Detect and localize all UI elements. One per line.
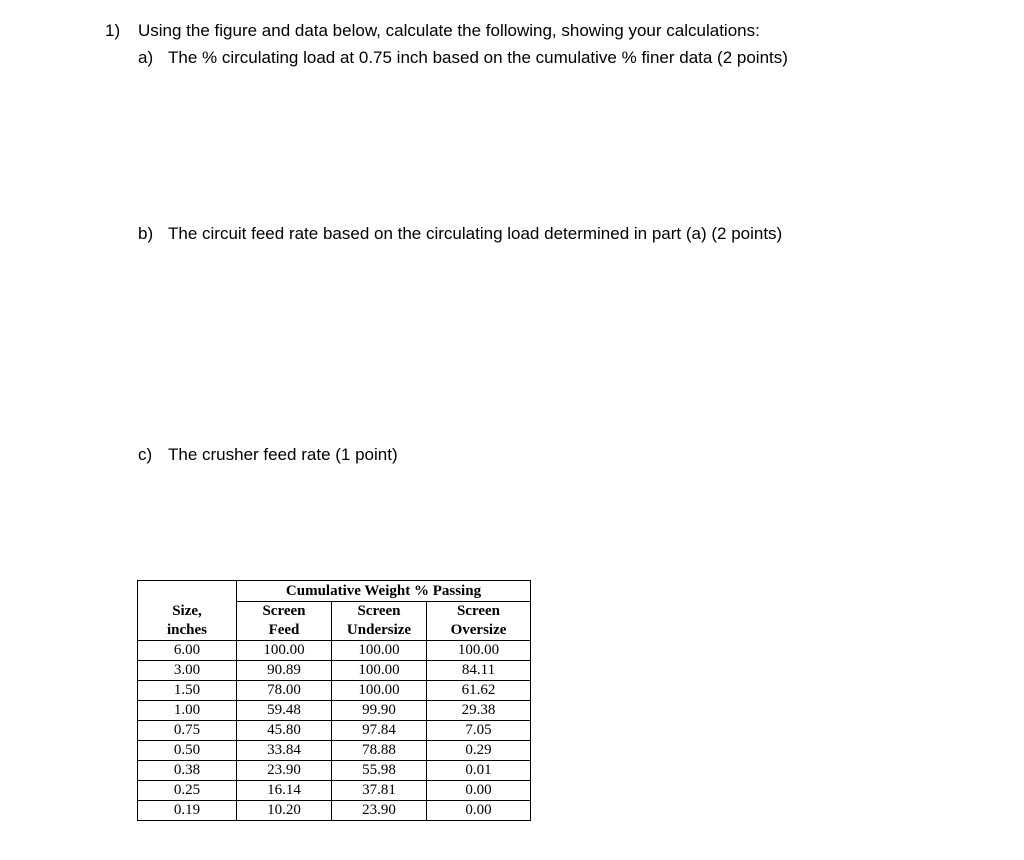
feed-cell: 90.89 — [237, 661, 332, 681]
oversize-cell: 7.05 — [427, 721, 531, 741]
feed-cell: 45.80 — [237, 721, 332, 741]
table-row — [138, 801, 531, 821]
undersize-cell: 78.88 — [332, 741, 427, 761]
size-cell: 0.25 — [138, 781, 237, 801]
oversize-cell: 0.00 — [427, 781, 531, 801]
table-row — [138, 681, 531, 701]
undersize-cell: 55.98 — [332, 761, 427, 781]
table-row — [138, 641, 531, 661]
table-header-row-2 — [138, 621, 531, 641]
size-cell: 0.50 — [138, 741, 237, 761]
oversize-cell: 84.11 — [427, 661, 531, 681]
part-c-label: c) — [138, 445, 153, 464]
oversize-header-line2: Oversize — [427, 621, 531, 641]
size-cell: 0.75 — [138, 721, 237, 741]
table-row — [138, 781, 531, 801]
oversize-cell: 0.29 — [427, 741, 531, 761]
feed-cell: 23.90 — [237, 761, 332, 781]
size-cell: 0.38 — [138, 761, 237, 781]
group-header: Cumulative Weight % Passing — [237, 581, 531, 602]
size-header-line1: Size, — [138, 602, 237, 622]
table-row — [138, 761, 531, 781]
feed-header-line1: Screen — [237, 602, 332, 622]
part-b-text: The circuit feed rate based on the circulating load determined in part (a) (2 points) — [168, 224, 783, 243]
part-b-label: b) — [138, 224, 154, 243]
feed-cell: 59.48 — [237, 701, 332, 721]
size-header-spacer — [138, 581, 237, 602]
oversize-cell: 61.62 — [427, 681, 531, 701]
undersize-cell: 99.90 — [332, 701, 427, 721]
question-1-number: 1) — [105, 21, 121, 40]
oversize-cell: 29.38 — [427, 701, 531, 721]
part-a-text: The % circulating load at 0.75 inch based on the cumulative % finer data (2 points) — [168, 48, 788, 67]
table-row — [138, 721, 531, 741]
size-cell: 3.00 — [138, 661, 237, 681]
feed-header-line2: Feed — [237, 621, 332, 641]
oversize-cell: 0.00 — [427, 801, 531, 821]
table-row — [138, 701, 531, 721]
size-cell: 6.00 — [138, 641, 237, 661]
data-table — [137, 580, 531, 821]
undersize-cell: 100.00 — [332, 641, 427, 661]
size-cell: 1.50 — [138, 681, 237, 701]
table-group-header-row — [138, 581, 531, 602]
undersize-cell: 37.81 — [332, 781, 427, 801]
undersize-header-line2: Undersize — [332, 621, 427, 641]
size-cell: 1.00 — [138, 701, 237, 721]
table-header-row-1 — [138, 602, 531, 622]
feed-cell: 100.00 — [237, 641, 332, 661]
feed-cell: 78.00 — [237, 681, 332, 701]
undersize-cell: 100.00 — [332, 681, 427, 701]
undersize-header-line1: Screen — [332, 602, 427, 622]
table-row — [138, 661, 531, 681]
oversize-cell: 100.00 — [427, 641, 531, 661]
size-cell: 0.19 — [138, 801, 237, 821]
feed-cell: 10.20 — [237, 801, 332, 821]
oversize-header-line1: Screen — [427, 602, 531, 622]
question-1-text: Using the figure and data below, calculate the following, showing your calculations: — [138, 21, 760, 40]
undersize-cell: 97.84 — [332, 721, 427, 741]
undersize-cell: 23.90 — [332, 801, 427, 821]
feed-cell: 33.84 — [237, 741, 332, 761]
table-row — [138, 741, 531, 761]
part-c-text: The crusher feed rate (1 point) — [168, 445, 398, 464]
feed-cell: 16.14 — [237, 781, 332, 801]
oversize-cell: 0.01 — [427, 761, 531, 781]
size-header-line2: inches — [138, 621, 237, 641]
undersize-cell: 100.00 — [332, 661, 427, 681]
part-a-label: a) — [138, 48, 154, 67]
